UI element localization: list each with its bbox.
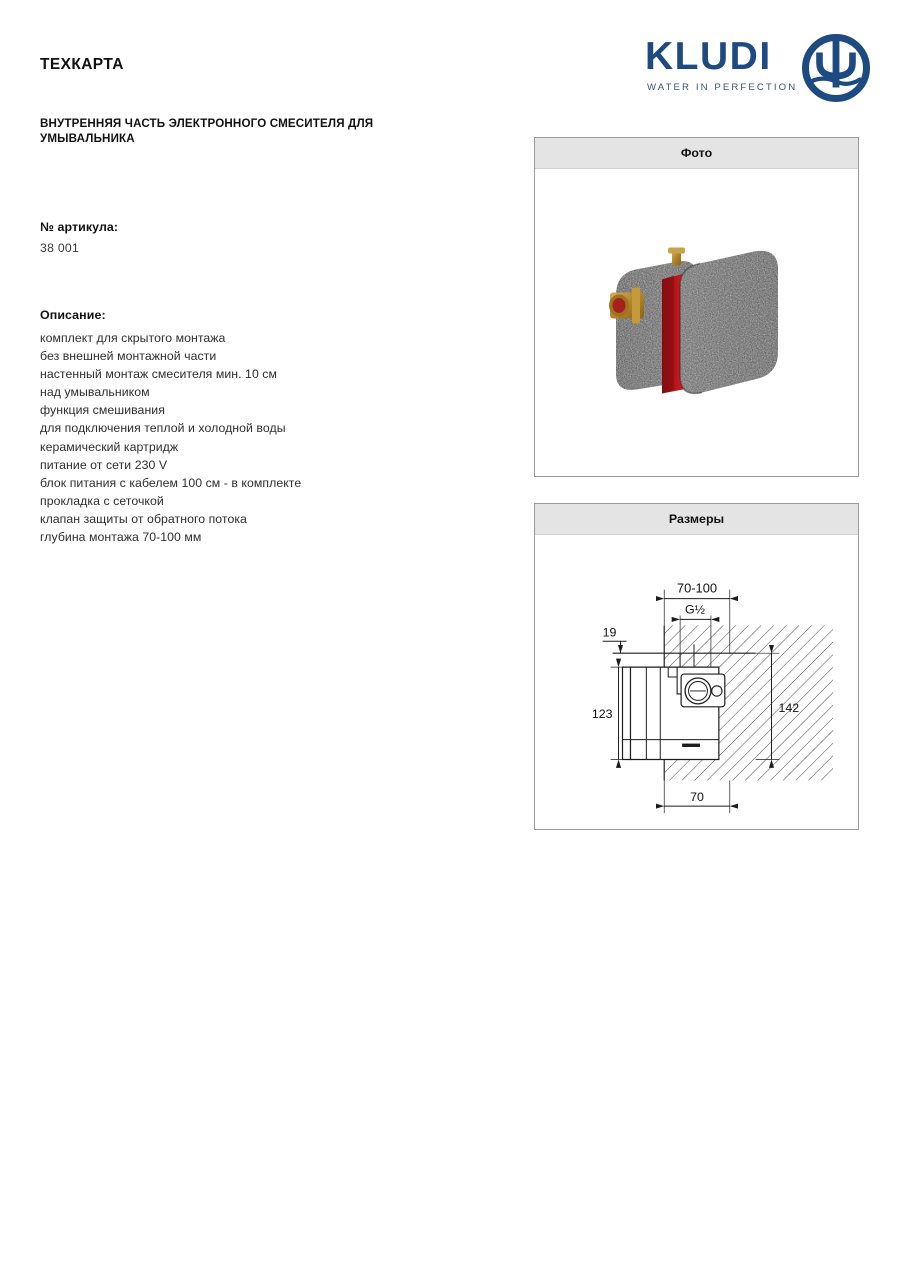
description-label: Описание: (40, 308, 106, 322)
brass-inlet-fitting (609, 288, 644, 324)
description-line: глубина монтажа 70-100 мм (40, 530, 202, 545)
photo-panel-body (535, 169, 858, 477)
brand-tagline: WATER IN PERFECTION (647, 82, 798, 93)
article-block (40, 220, 470, 255)
photo-panel-header: Фото (535, 138, 858, 169)
article-value: 38 001 (40, 241, 80, 255)
photo-panel (534, 137, 859, 477)
page-title: ТЕХКАРТА (40, 56, 124, 73)
kludi-trident-circle-icon (800, 32, 872, 104)
brand-wordmark: KLUDI (645, 35, 772, 78)
description-line: керамический картридж (40, 439, 179, 454)
dim-label-depth-range: 70-100 (676, 580, 718, 596)
dimensions-panel-header: Размеры (535, 504, 858, 535)
description-block (40, 308, 500, 546)
description-line: блок питания с кабелем 100 см - в комплекте (40, 475, 302, 490)
dim-projection (603, 641, 627, 653)
article-label: № артикула: (40, 220, 119, 234)
dim-label-body-depth: 70 (690, 790, 704, 805)
description-line: настенный монтаж смесителя мин. 10 см (40, 367, 278, 382)
description-line: для подключения теплой и холодной воды (40, 421, 286, 436)
description-line: без внешней монтажной части (40, 349, 217, 364)
brand-logo (645, 34, 870, 104)
description-line: прокладка с сеточкой (40, 493, 164, 508)
dim-label-overall-height: 142 (778, 700, 800, 715)
description-line: питание от сети 230 V (40, 457, 168, 472)
concealed-mixer-body-photo (602, 236, 792, 411)
description-line: функция смешивания (40, 403, 165, 418)
dimensions-panel-body (535, 535, 858, 830)
cartridge-fitting-detail (681, 674, 725, 707)
description-line: клапан защиты от обратного потока (40, 511, 247, 526)
installation-dimension-drawing (535, 535, 858, 830)
description-line: над умывальником (40, 385, 150, 400)
dim-label-projection: 19 (602, 625, 617, 640)
dim-label-thread: G½ (685, 602, 706, 617)
dimensions-panel (534, 503, 859, 830)
description-line: комплект для скрытого монтажа (40, 331, 226, 345)
description-list (40, 329, 500, 546)
product-title: ВНУТРЕННЯЯ ЧАСТЬ ЭЛЕКТРОННОГО СМЕСИТЕЛЯ ДЛЯ УМЫВАЛЬНИКА (40, 117, 374, 145)
dim-label-body-height: 123 (591, 706, 613, 721)
